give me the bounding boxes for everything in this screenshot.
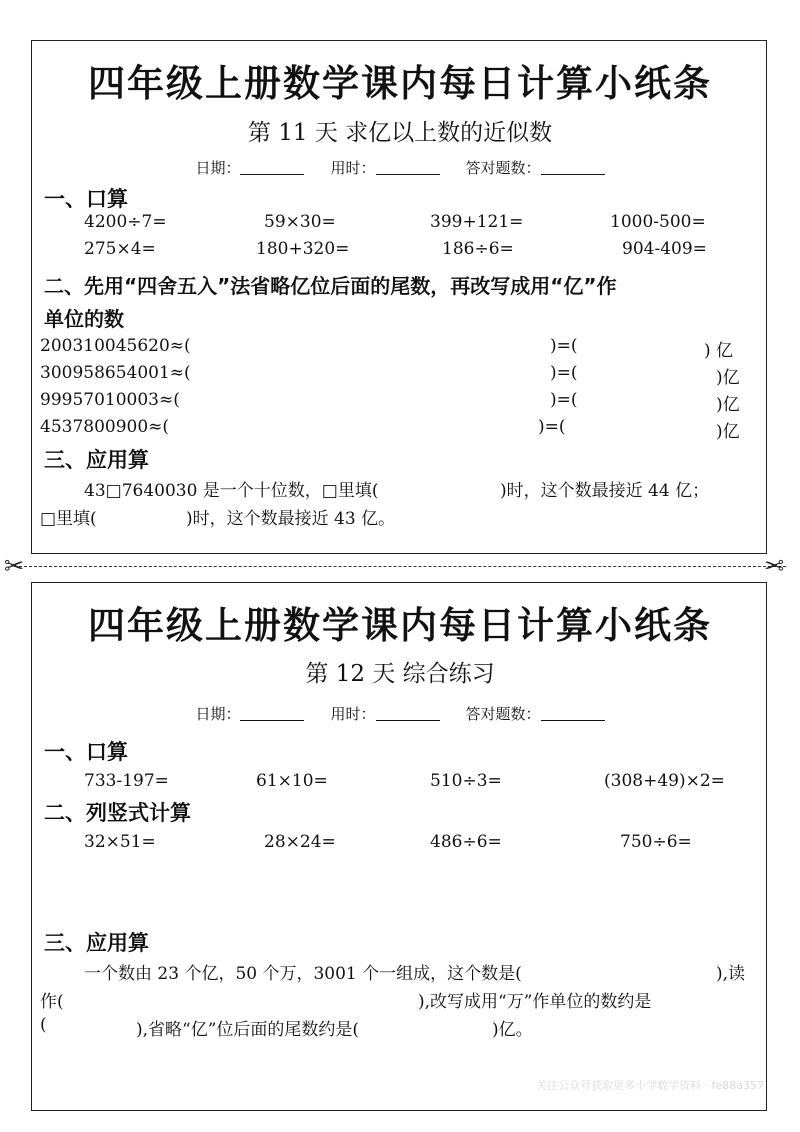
oral-item: 4200÷7=	[84, 212, 167, 232]
approx-mid: )=(	[538, 417, 566, 437]
vertical-item: 486÷6=	[430, 832, 502, 852]
correct-blank[interactable]	[541, 706, 605, 721]
scissors-icon-right: ✂	[764, 552, 785, 580]
correct-blank[interactable]	[541, 160, 605, 175]
approx-number: 300958654001≈(	[40, 363, 191, 383]
day-subtitle: 第 11 天 求亿以上数的近似数	[247, 120, 553, 146]
application-text-2a: 作(	[40, 992, 64, 1012]
cut-line	[14, 566, 786, 567]
application-text-3c: )亿。	[492, 1020, 533, 1040]
day-subtitle: 第 12 天 综合练习	[305, 661, 495, 687]
approx-end: )亿	[716, 368, 740, 388]
oral-item: 186÷6=	[442, 239, 514, 259]
oral-item: 275×4=	[84, 239, 156, 259]
oral-item: 180+320=	[256, 239, 350, 259]
application-text-1b: ),读	[716, 964, 746, 984]
application-text-1a: 43□7640030 是一个十位数，□里填(	[84, 481, 379, 501]
date-blank[interactable]	[240, 160, 304, 175]
date-blank[interactable]	[240, 706, 304, 721]
date-label: 日期：	[195, 705, 241, 723]
oral-item: 510÷3=	[430, 771, 502, 791]
sheet-title: 四年级上册数学课内每日计算小纸条	[88, 604, 712, 647]
approx-number: 200310045620≈(	[40, 336, 191, 356]
time-label: 用时：	[330, 159, 376, 177]
oral-item: 904-409=	[622, 239, 707, 259]
section-oral: 一、口算	[44, 740, 128, 764]
time-blank[interactable]	[376, 160, 440, 175]
approx-number: 99957010003≈(	[40, 390, 180, 410]
time-blank[interactable]	[376, 706, 440, 721]
approx-mid: )=(	[550, 390, 578, 410]
application-text-2b: ),改写成用“万”作单位的数约是	[418, 992, 652, 1012]
scissors-icon-left: ✂	[4, 552, 25, 580]
oral-item: 733-197=	[84, 771, 169, 791]
application-text-3b: ),省略“亿”位后面的尾数约是(	[136, 1020, 360, 1040]
correct-label: 答对题数：	[465, 705, 541, 723]
oral-item: 1000-500=	[610, 212, 706, 232]
approx-mid: )=(	[550, 363, 578, 383]
approx-end: ) 亿	[704, 341, 734, 361]
approx-end: )亿	[716, 395, 740, 415]
date-label: 日期：	[195, 159, 241, 177]
section-approx: 二、先用“四舍五入”法省略亿位后面的尾数，再改写成用“亿”作	[44, 274, 617, 298]
application-text-2b: )时，这个数最接近 43 亿。	[186, 509, 396, 529]
oral-item: (308+49)×2=	[604, 771, 725, 791]
application-text-2a: □里填(	[40, 509, 97, 529]
worksheet-day-11	[31, 40, 767, 554]
oral-item: 59×30=	[264, 212, 336, 232]
worksheet-day-12	[31, 582, 767, 1111]
correct-label: 答对题数：	[465, 159, 541, 177]
section-vertical: 二、列竖式计算	[44, 801, 191, 825]
meta-row	[32, 157, 768, 178]
oral-item: 61×10=	[256, 771, 328, 791]
approx-end: )亿	[716, 422, 740, 442]
vertical-item: 32×51=	[84, 832, 156, 852]
approx-mid: )=(	[550, 336, 578, 356]
application-text-3a: (	[40, 1015, 47, 1035]
section-oral: 一、口算	[44, 187, 128, 211]
vertical-item: 750÷6=	[620, 832, 692, 852]
time-label: 用时：	[330, 705, 376, 723]
section-application: 三、应用算	[44, 448, 149, 472]
approx-number: 4537800900≈(	[40, 417, 170, 437]
section-application: 三、应用算	[44, 931, 149, 955]
vertical-item: 28×24=	[264, 832, 336, 852]
watermark: 关注公众号获取更多小学数学资料 · fe88a357	[536, 1079, 764, 1092]
meta-row	[32, 703, 768, 724]
oral-item: 399+121=	[430, 212, 524, 232]
sheet-title: 四年级上册数学课内每日计算小纸条	[88, 62, 712, 105]
application-text-1a: 一个数由 23 个亿，50 个万，3001 个一组成，这个数是(	[84, 964, 522, 984]
application-text-1b: )时，这个数最接近 44 亿；	[500, 481, 710, 501]
section-approx-cont: 单位的数	[44, 307, 124, 331]
